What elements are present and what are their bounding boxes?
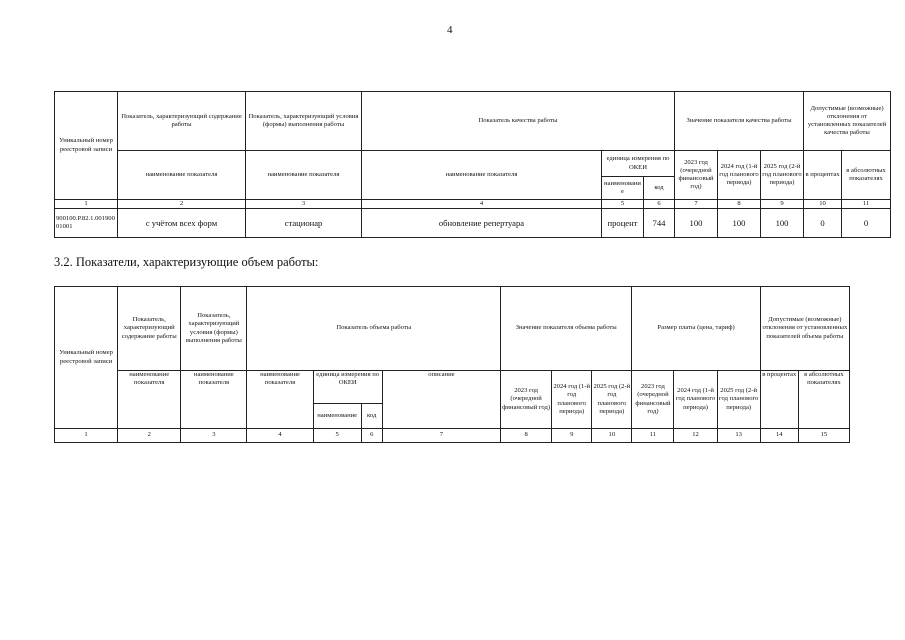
column-number: 6	[361, 429, 382, 443]
column-number: 11	[632, 429, 674, 443]
header-conditions-name: наименование показателя	[246, 151, 362, 200]
header-volume-indicator: Показатель объема работы	[247, 287, 501, 371]
column-number: 9	[761, 200, 804, 209]
column-number: 7	[675, 200, 718, 209]
header-value-2023: 2023 год (очередной финансовый год)	[501, 371, 552, 429]
header-fee-2023: 2023 год (очередной финансовый год)	[632, 371, 674, 429]
column-number: 1	[55, 429, 118, 443]
column-number: 6	[644, 200, 675, 209]
header-content-name: наименование показателя	[118, 371, 181, 429]
header-volume-value: Значение показателя объема работы	[501, 287, 632, 371]
header-conditions-name: наименование показателя	[181, 371, 247, 429]
cell-content: с учётом всех форм	[118, 209, 246, 238]
header-unit-okei: единица измерения по ОКЕИ	[313, 371, 382, 404]
quality-indicators-table	[54, 91, 891, 238]
column-number: 8	[501, 429, 552, 443]
column-number: 1	[55, 200, 118, 209]
header-year-2023: 2023 год (очередной финансовый год)	[675, 151, 718, 200]
column-number: 2	[118, 200, 246, 209]
column-number: 9	[552, 429, 592, 443]
header-quality-indicator: Показатель качества работы	[362, 92, 675, 151]
cell-quality-indicator: обновление репертуара	[362, 209, 602, 238]
header-absolute: в абсолютных показателях	[842, 151, 891, 200]
header-registry-number: Уникальный номер реестровой записи	[55, 287, 118, 429]
page-number: 4	[447, 24, 453, 36]
cell-deviation-absolute: 0	[842, 209, 891, 238]
column-number: 14	[760, 429, 798, 443]
column-number: 10	[804, 200, 842, 209]
cell-deviation-percent: 0	[804, 209, 842, 238]
header-fee-2025: 2025 год (2-й год планового периода)	[717, 371, 760, 429]
header-conditions-indicator: Показатель, характеризующий условия (формы) выполнения работы	[181, 287, 247, 371]
header-unit-code: код	[644, 177, 675, 200]
header-registry-number: Уникальный номер реестровой записи	[55, 92, 118, 200]
header-deviation: Допустимые (возможные) отклонения от установленных показателей объема работы	[760, 287, 849, 371]
header-unit-code: код	[361, 404, 382, 429]
header-content-indicator: Показатель, характеризующий содержание работы	[118, 92, 246, 151]
column-number: 8	[718, 200, 761, 209]
header-year-2025: 2025 год (2-й год планового периода)	[761, 151, 804, 200]
column-number: 11	[842, 200, 891, 209]
column-number: 4	[362, 200, 602, 209]
header-deviation: Допустимые (возможные) отклонения от установленных показателей качества работы	[804, 92, 891, 151]
cell-conditions: стационар	[246, 209, 362, 238]
header-fee-2024: 2024 год (1-й год планового периода)	[674, 371, 717, 429]
column-number: 4	[247, 429, 313, 443]
cell-value-2024: 100	[718, 209, 761, 238]
cell-unit-code: 744	[644, 209, 675, 238]
header-description: описание	[382, 371, 500, 429]
section-heading: 3.2. Показатели, характеризующие объем работы:	[54, 255, 319, 269]
header-quality-name: наименование показателя	[362, 151, 602, 200]
header-year-2024: 2024 год (1-й год планового периода)	[718, 151, 761, 200]
header-percent: в процентах	[760, 371, 798, 429]
header-percent: в процентах	[804, 151, 842, 200]
header-unit-okei: единица измерения по ОКЕИ	[602, 151, 675, 177]
cell-value-2023: 100	[675, 209, 718, 238]
header-absolute: в абсолютных показателях	[798, 371, 849, 429]
header-content-name: наименование показателя	[118, 151, 246, 200]
header-conditions-indicator: Показатель, характеризующий условия (формы) выполнения работы	[246, 92, 362, 151]
header-volume-name: наименование показателя	[247, 371, 313, 429]
column-number: 13	[717, 429, 760, 443]
column-number: 5	[602, 200, 644, 209]
header-value-2025: 2025 год (2-й год планового периода)	[592, 371, 632, 429]
header-content-indicator: Показатель, характеризующий содержание работы	[118, 287, 181, 371]
column-number: 10	[592, 429, 632, 443]
column-number: 2	[118, 429, 181, 443]
cell-unit: процент	[602, 209, 644, 238]
header-quality-value: Значение показателя качества работы	[675, 92, 804, 151]
header-value-2024: 2024 год (1-й год планового периода)	[552, 371, 592, 429]
cell-value-2025: 100	[761, 209, 804, 238]
column-number: 15	[798, 429, 849, 443]
header-unit-name: наименование	[602, 177, 644, 200]
header-unit-name: наименование	[313, 404, 361, 429]
column-number: 12	[674, 429, 717, 443]
volume-indicators-table	[54, 286, 850, 443]
column-number: 7	[382, 429, 500, 443]
header-fee: Размер платы (цена, тариф)	[632, 287, 760, 371]
column-number: 3	[246, 200, 362, 209]
column-number: 3	[181, 429, 247, 443]
column-number: 5	[313, 429, 361, 443]
cell-registry-number: 900100.Р.82.1.00190001001	[55, 209, 118, 238]
